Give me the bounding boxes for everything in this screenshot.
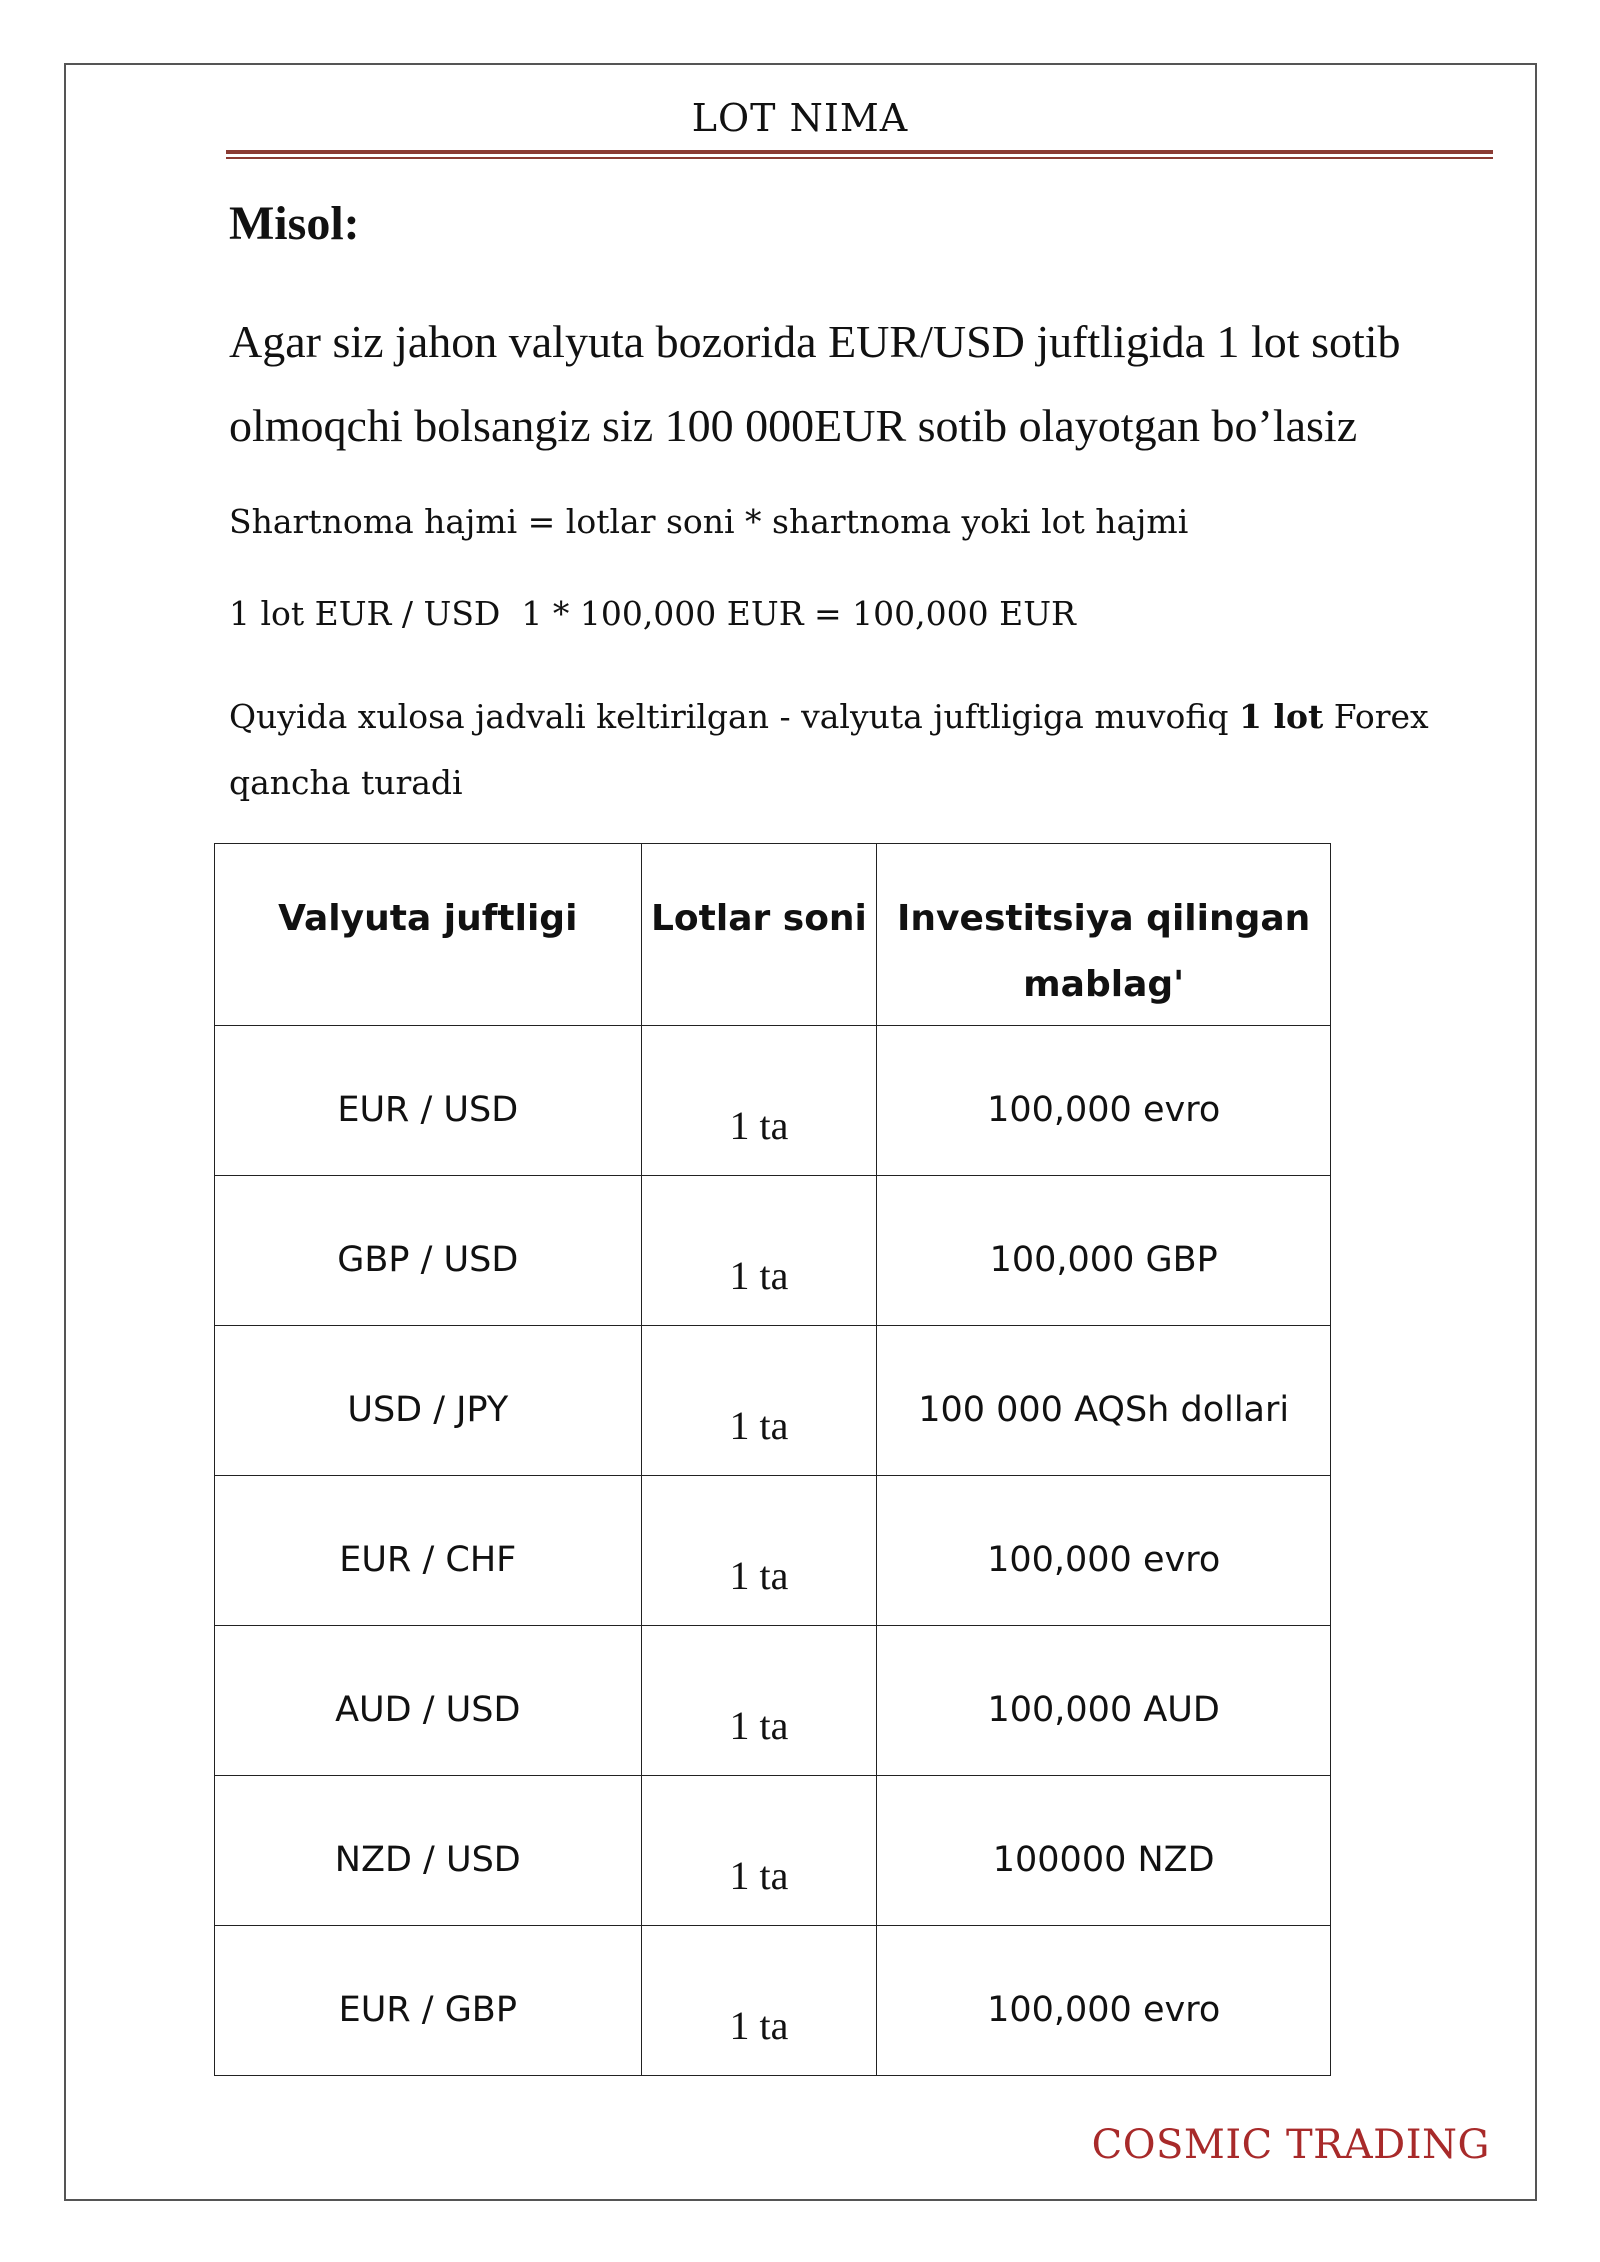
header-pair: Valyuta juftligi — [215, 844, 642, 1026]
cell-pair: NZD / USD — [215, 1776, 642, 1926]
cell-pair: EUR / USD — [215, 1026, 642, 1176]
cell-amount: 100000 NZD — [877, 1776, 1331, 1926]
cell-count: 1 ta — [641, 1926, 877, 2076]
cell-amount: 100,000 evro — [877, 1476, 1331, 1626]
cell-amount: 100 000 AQSh dollari — [877, 1326, 1331, 1476]
footer-brand: COSMIC TRADING — [1091, 2122, 1490, 2168]
cell-pair: AUD / USD — [215, 1626, 642, 1776]
header-rule — [226, 150, 1493, 154]
section-heading: Misol: — [229, 197, 360, 250]
example-line: 1 lot EUR / USD 1 * 100,000 EUR = 100,000 EUR — [229, 594, 1076, 633]
summary-paragraph — [229, 684, 1459, 816]
formula-line: Shartnoma hajmi = lotlar soni * shartnoma yoki lot hajmi — [229, 502, 1189, 541]
table-header-row — [215, 844, 1331, 1026]
cell-pair: EUR / CHF — [215, 1476, 642, 1626]
table-row — [215, 1326, 1331, 1476]
cell-amount: 100,000 evro — [877, 1026, 1331, 1176]
header-rule-thin — [226, 157, 1493, 159]
cell-amount: 100,000 GBP — [877, 1176, 1331, 1326]
table-row — [215, 1926, 1331, 2076]
table-row — [215, 1776, 1331, 1926]
lead-paragraph: Agar siz jahon valyuta bozorida EUR/USD juftligida 1 lot sotib olmoqchi bolsangiz siz 100 000EUR sotib olayotgan bo’lasiz — [229, 316, 1401, 451]
cell-count: 1 ta — [641, 1626, 877, 1776]
cell-pair: EUR / GBP — [215, 1926, 642, 2076]
table-row — [215, 1176, 1331, 1326]
summary-text-after: Forex qancha turadi — [229, 697, 1429, 802]
cell-amount: 100,000 AUD — [877, 1626, 1331, 1776]
cell-count: 1 ta — [641, 1026, 877, 1176]
table-row — [215, 1626, 1331, 1776]
cell-count: 1 ta — [641, 1476, 877, 1626]
cell-amount: 100,000 evro — [877, 1926, 1331, 2076]
cell-count: 1 ta — [641, 1326, 877, 1476]
summary-text-bold: 1 lot — [1239, 697, 1324, 736]
cell-count: 1 ta — [641, 1776, 877, 1926]
table-row — [215, 1476, 1331, 1626]
header-title: LOT NIMA — [691, 96, 909, 140]
summary-text-before: Quyida xulosa jadvali keltirilgan - valyuta juftligiga muvofiq — [229, 697, 1239, 736]
cell-pair: USD / JPY — [215, 1326, 642, 1476]
lot-table — [214, 843, 1331, 2076]
cell-count: 1 ta — [641, 1176, 877, 1326]
table-row — [215, 1026, 1331, 1176]
cell-pair: GBP / USD — [215, 1176, 642, 1326]
header-amount: Investitsiya qilingan mablag' — [877, 844, 1331, 1026]
header-count: Lotlar soni — [641, 844, 877, 1026]
